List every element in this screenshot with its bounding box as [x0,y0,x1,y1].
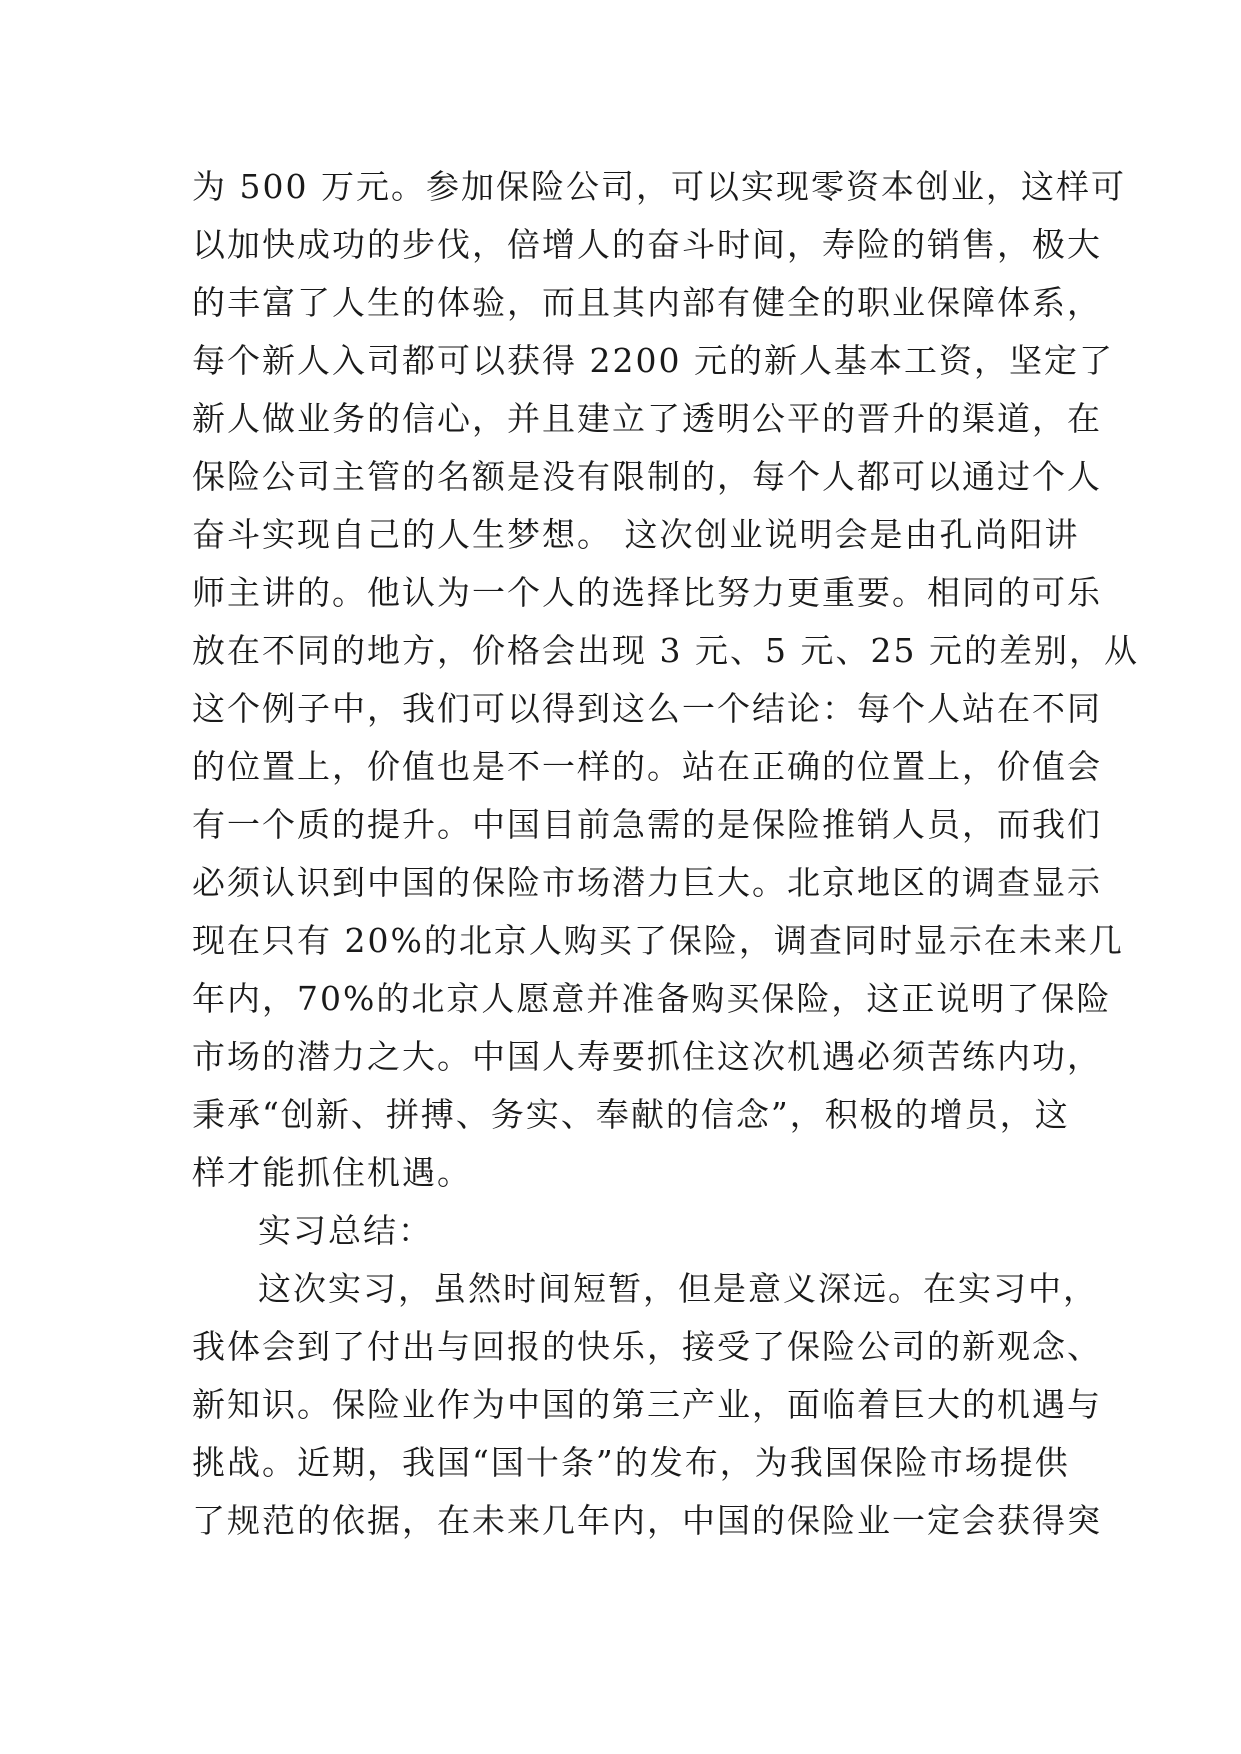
section-heading: 实习总结： [258,1211,433,1250]
text-line: 了规范的依据，在未来几年内，中国的保险业一定会获得突 [192,1501,1102,1540]
text-line: 秉承“创新、拼搏、务实、奉献的信念”，积极的增员，这 [192,1095,1070,1134]
text-line: 的位置上，价值也是不一样的。站在正确的位置上，价值会 [192,747,1102,786]
text-line: 年内，70%的北京人愿意并准备购买保险，这正说明了保险 [192,979,1112,1018]
text-line: 师主讲的。他认为一个人的选择比努力更重要。相同的可乐 [192,573,1102,612]
text-line: 这个例子中，我们可以得到这么一个结论：每个人站在不同 [192,689,1102,728]
text-line: 挑战。近期，我国“国十条”的发布，为我国保险市场提供 [192,1443,1070,1482]
text-line: 我体会到了付出与回报的快乐，接受了保险公司的新观念、 [192,1327,1102,1366]
text-line: 新知识。保险业作为中国的第三产业，面临着巨大的机遇与 [192,1385,1102,1424]
text-line: 现在只有 20%的北京人购买了保险，调查同时显示在未来几 [192,921,1124,960]
text-line: 放在不同的地方，价格会出现 3 元、5 元、25 元的差别，从 [192,631,1139,670]
text-line: 的丰富了人生的体验，而且其内部有健全的职业保障体系， [192,283,1102,322]
text-line: 以加快成功的步伐，倍增人的奋斗时间，寿险的销售，极大 [192,225,1102,264]
text-line: 新人做业务的信心，并且建立了透明公平的晋升的渠道，在 [192,399,1102,438]
text-line: 奋斗实现自己的人生梦想。 这次创业说明会是由孔尚阳讲 [192,515,1080,554]
body-text [192,158,1139,1550]
text-line: 为 500 万元。参加保险公司，可以实现零资本创业，这样可 [192,167,1126,206]
text-line: 这次实习，虽然时间短暂，但是意义深远。在实习中， [258,1269,1098,1308]
paragraph-end-line: 样才能抓住机遇。 [192,1153,472,1192]
text-line: 市场的潜力之大。中国人寿要抓住这次机遇必须苦练内功， [192,1037,1102,1076]
text-line: 有一个质的提升。中国目前急需的是保险推销人员，而我们 [192,805,1102,844]
text-line: 保险公司主管的名额是没有限制的，每个人都可以通过个人 [192,457,1102,496]
text-line: 每个新人入司都可以获得 2200 元的新人基本工资，坚定了 [192,341,1114,380]
text-line: 必须认识到中国的保险市场潜力巨大。北京地区的调查显示 [192,863,1102,902]
